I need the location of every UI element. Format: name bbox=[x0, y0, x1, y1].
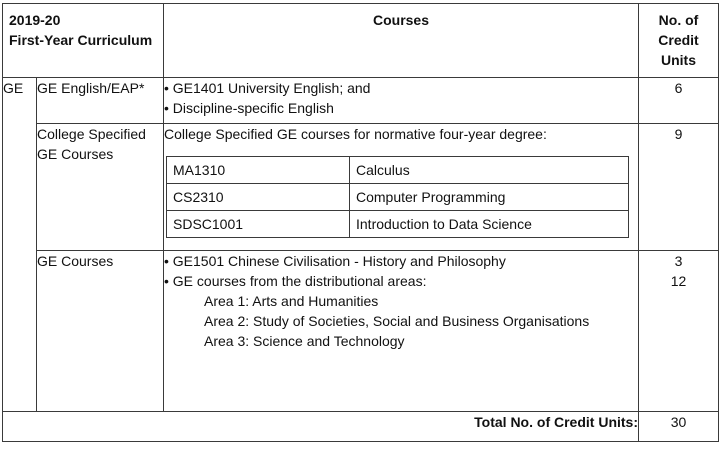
row-name-ge-courses: GE Courses bbox=[37, 251, 164, 412]
row-name-college-specified bbox=[37, 124, 164, 251]
row-credits-ge-english: 6 bbox=[639, 78, 719, 124]
category-cell bbox=[3, 78, 37, 412]
header-courses: Courses bbox=[164, 4, 639, 78]
table-row bbox=[167, 211, 629, 238]
header-credits-line3: Units bbox=[661, 52, 696, 68]
table-row bbox=[167, 184, 629, 211]
header-credits-line1: No. of bbox=[658, 12, 699, 28]
college-intro-text: College Specified GE courses for normative four-year degree: bbox=[164, 126, 547, 142]
header-row bbox=[3, 4, 719, 78]
credits-value: 3 bbox=[674, 253, 683, 269]
header-year: 2019-20 bbox=[9, 12, 61, 28]
credits-value: 12 bbox=[670, 273, 687, 289]
area-item: Area 3: Science and Technology bbox=[204, 333, 405, 349]
header-credit-units bbox=[639, 4, 719, 78]
course-title: Computer Programming bbox=[350, 184, 629, 211]
row-courses-ge-courses bbox=[164, 251, 639, 412]
college-courses-table bbox=[166, 156, 629, 238]
total-label: Total No. of Credit Units: bbox=[3, 412, 639, 442]
row-college-specified bbox=[3, 124, 719, 251]
category-label: GE bbox=[3, 80, 24, 96]
row-credits-college-specified: 9 bbox=[639, 124, 719, 251]
table-row bbox=[167, 157, 629, 184]
list-item: • GE1401 University English; and bbox=[164, 80, 371, 96]
course-code: SDSC1001 bbox=[167, 211, 350, 238]
header-curriculum-label: First-Year Curriculum bbox=[9, 32, 153, 48]
header-curriculum bbox=[3, 4, 164, 78]
row-credits-ge-courses bbox=[639, 251, 719, 412]
row-ge-courses bbox=[3, 251, 719, 412]
list-item: • Discipline-specific English bbox=[164, 100, 334, 116]
total-row bbox=[3, 412, 719, 442]
row-courses-ge-english bbox=[164, 78, 639, 124]
curriculum-table bbox=[2, 3, 719, 442]
row-courses-college-specified bbox=[164, 124, 639, 251]
row-name-line1: College Specified bbox=[37, 126, 146, 142]
course-code: MA1310 bbox=[167, 157, 350, 184]
total-value: 30 bbox=[639, 412, 719, 442]
row-ge-english bbox=[3, 78, 719, 124]
header-credits-line2: Credit bbox=[658, 32, 699, 48]
area-item: Area 2: Study of Societies, Social and Business Organisations bbox=[204, 313, 590, 329]
course-code: CS2310 bbox=[167, 184, 350, 211]
row-name-ge-english: GE English/EAP* bbox=[37, 78, 164, 124]
course-title: Calculus bbox=[350, 157, 629, 184]
area-item: Area 1: Arts and Humanities bbox=[204, 293, 379, 309]
row-name-line2: GE Courses bbox=[37, 146, 114, 162]
course-title: Introduction to Data Science bbox=[350, 211, 629, 238]
list-item: • GE courses from the distributional areas: bbox=[164, 273, 427, 289]
list-item: • GE1501 Chinese Civilisation - History and Philosophy bbox=[164, 253, 506, 269]
